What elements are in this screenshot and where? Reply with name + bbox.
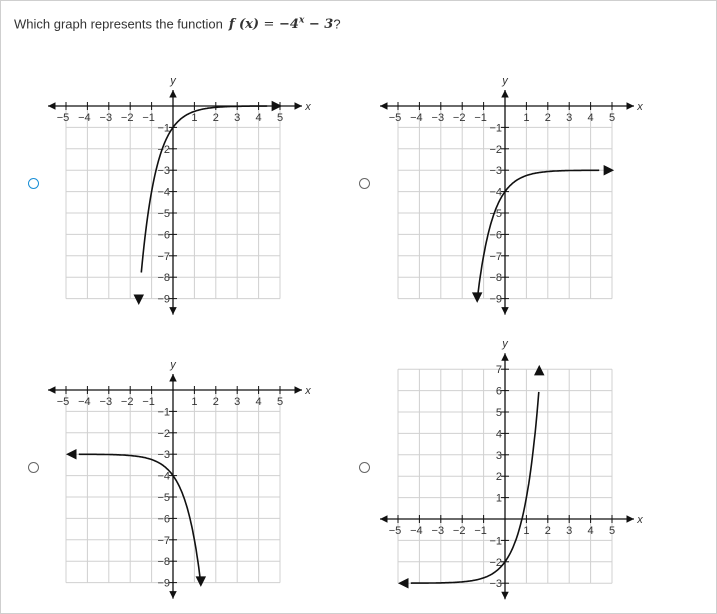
- option-c-x-axis-arrow-left: [48, 386, 56, 394]
- option-a-y-tick-label: −3: [157, 165, 170, 178]
- option-d-y-tick-label: 2: [495, 471, 502, 484]
- option-b-y-axis-label: y: [502, 75, 508, 87]
- option-d-x-tick-label: −4: [410, 525, 423, 537]
- function-name: f (x): [228, 17, 260, 33]
- option-c-y-axis-label: y: [170, 359, 176, 371]
- option-b-y-tick-label: −7: [489, 250, 502, 263]
- option-a-y-tick-label: −4: [157, 186, 170, 199]
- option-b-x-tick-label: −1: [474, 112, 487, 124]
- option-c-y-tick-label: −2: [157, 427, 170, 440]
- question-prefix: Which graph represents the function: [14, 16, 223, 32]
- option-a-curve-arrow-end: [272, 101, 283, 112]
- option-c-y-tick-label: −7: [157, 534, 170, 547]
- option-c-y-tick-label: −6: [157, 513, 170, 526]
- option-b-curve-arrow-start: [472, 292, 483, 303]
- option-b-y-tick-label: −3: [489, 165, 502, 178]
- option-a-x-tick-label: 2: [212, 112, 219, 124]
- option-a-x-tick-label: 3: [234, 112, 241, 124]
- option-c-x-axis-label: x: [305, 385, 311, 397]
- option-d-y-tick-label: 1: [495, 492, 502, 505]
- option-a-y-tick-label: −1: [157, 122, 170, 135]
- option-d-y-tick-label: −2: [489, 556, 502, 569]
- option-c-y-axis-arrow-up: [169, 374, 177, 382]
- option-d-y-tick-label: 3: [495, 449, 502, 462]
- option-a-y-tick-label: −7: [157, 250, 170, 263]
- option-d-y-tick-label: −1: [489, 535, 502, 548]
- option-c-y-tick-label: −9: [157, 577, 170, 590]
- option-d-x-tick-label: 2: [544, 525, 551, 537]
- option-c-x-tick-label: −5: [56, 396, 70, 408]
- option-c-x-tick-label: 3: [234, 396, 241, 408]
- option-b-x-tick-label: 5: [608, 112, 616, 124]
- option-d-y-tick-label: −3: [489, 578, 502, 591]
- option-d-x-tick-label: −2: [452, 525, 466, 537]
- option-a-x-tick-label: 1: [191, 112, 198, 124]
- option-c-curve-arrow-start: [66, 449, 77, 460]
- option-d-x-axis-arrow-right: [627, 515, 635, 523]
- option-b-x-tick-label: 2: [544, 112, 551, 124]
- option-d-curve-arrow-end: [534, 365, 545, 376]
- option-c-y-axis-arrow-down: [169, 591, 177, 599]
- option-a-y-axis-arrow-up: [169, 90, 177, 98]
- option-a-x-tick-label: −5: [56, 112, 70, 124]
- function-exponent: x: [298, 16, 305, 26]
- option-d-x-tick-label: 1: [523, 525, 530, 537]
- option-d-x-tick-label: 4: [587, 525, 594, 537]
- option-c-x-tick-label: −3: [99, 396, 113, 408]
- option-a-x-tick-label: 4: [255, 112, 262, 124]
- option-d-x-axis-label: x: [637, 514, 643, 526]
- option-a-x-tick-label: −4: [78, 112, 91, 124]
- option-b-x-axis-label: x: [637, 101, 643, 113]
- option-a-x-axis-arrow-left: [48, 102, 56, 110]
- option-b-y-tick-label: −8: [489, 272, 502, 285]
- option-b-x-axis-arrow-right: [627, 102, 635, 110]
- option-a-x-tick-label: −1: [142, 112, 155, 124]
- option-c-x-axis-arrow-right: [295, 386, 303, 394]
- option-d-x-tick-label: −3: [431, 525, 445, 537]
- option-c-y-tick-label: −5: [157, 492, 170, 504]
- option-c-x-tick-label: 1: [191, 396, 198, 408]
- option-b-y-tick-label: −5: [489, 208, 502, 220]
- option-a-y-tick-label: −9: [157, 293, 170, 306]
- option-d-y-axis-arrow-down: [501, 592, 509, 600]
- equals-sign: =: [263, 17, 275, 33]
- option-b-y-tick-label: −9: [489, 293, 502, 306]
- option-d-x-tick-label: −1: [474, 525, 487, 537]
- option-a-y-tick-label: −5: [157, 208, 170, 220]
- option-b-y-tick-label: −1: [489, 122, 502, 135]
- option-c-x-tick-label: 4: [255, 396, 262, 408]
- option-b-x-tick-label: 3: [566, 112, 573, 124]
- option-c-x-tick-label: 5: [276, 396, 284, 408]
- option-c-x-tick-label: −4: [78, 396, 91, 408]
- option-b-x-tick-label: 4: [587, 112, 594, 124]
- function-constant: − 3: [304, 17, 334, 33]
- option-c-curve-arrow-end: [196, 576, 207, 587]
- option-b-x-tick-label: −2: [452, 112, 466, 124]
- option-c-y-tick-label: −4: [157, 470, 170, 483]
- option-a-x-axis-arrow-right: [295, 102, 303, 110]
- option-b-x-tick-label: −5: [388, 112, 402, 124]
- option-b-y-axis-arrow-up: [501, 90, 509, 98]
- option-d-x-tick-label: −5: [388, 525, 402, 537]
- option-d-curve: [411, 392, 539, 583]
- option-c-x-tick-label: −1: [142, 396, 155, 408]
- function-base: −4: [278, 17, 299, 33]
- option-d-y-tick-label: 6: [495, 385, 502, 398]
- option-c-y-tick-label: −3: [157, 449, 170, 462]
- option-d-y-tick-label: 4: [495, 428, 502, 441]
- option-a-y-axis-label: y: [170, 75, 176, 87]
- option-d-y-tick-label: 5: [495, 407, 502, 419]
- option-a-y-tick-label: −8: [157, 272, 170, 285]
- option-c-y-tick-label: −1: [157, 406, 170, 419]
- option-b-y-axis-arrow-down: [501, 307, 509, 315]
- option-b-x-axis-arrow-left: [380, 102, 388, 110]
- option-b-x-tick-label: 1: [523, 112, 530, 124]
- option-b-y-tick-label: −6: [489, 229, 502, 242]
- option-b-y-tick-label: −4: [489, 186, 502, 199]
- option-d-curve-arrow-start: [398, 578, 409, 589]
- option-c-x-tick-label: −2: [120, 396, 134, 408]
- option-a-y-tick-label: −6: [157, 229, 170, 242]
- option-b-curve-arrow-end: [604, 165, 615, 176]
- option-a-curve-arrow-start: [134, 295, 145, 306]
- option-a-y-axis-arrow-down: [169, 307, 177, 315]
- option-d-y-axis-label: y: [502, 338, 508, 351]
- question-suffix: ?: [333, 16, 341, 32]
- option-d-x-axis-arrow-left: [380, 515, 388, 523]
- option-c-x-tick-label: 2: [212, 396, 219, 408]
- option-d-x-tick-label: 3: [566, 525, 573, 537]
- option-a-x-axis-label: x: [305, 101, 311, 113]
- option-a-y-tick-label: −2: [157, 143, 170, 156]
- option-b-y-tick-label: −2: [489, 143, 502, 156]
- option-b-x-tick-label: −4: [410, 112, 423, 124]
- option-c-y-tick-label: −8: [157, 556, 170, 569]
- option-a-x-tick-label: 5: [276, 112, 284, 124]
- option-d-y-tick-label: 7: [495, 364, 502, 377]
- option-b-x-tick-label: −3: [431, 112, 445, 124]
- option-a-x-tick-label: −2: [120, 112, 134, 124]
- option-a-x-tick-label: −3: [99, 112, 113, 124]
- option-d-y-axis-arrow-up: [501, 353, 509, 361]
- option-d-x-tick-label: 5: [608, 525, 616, 537]
